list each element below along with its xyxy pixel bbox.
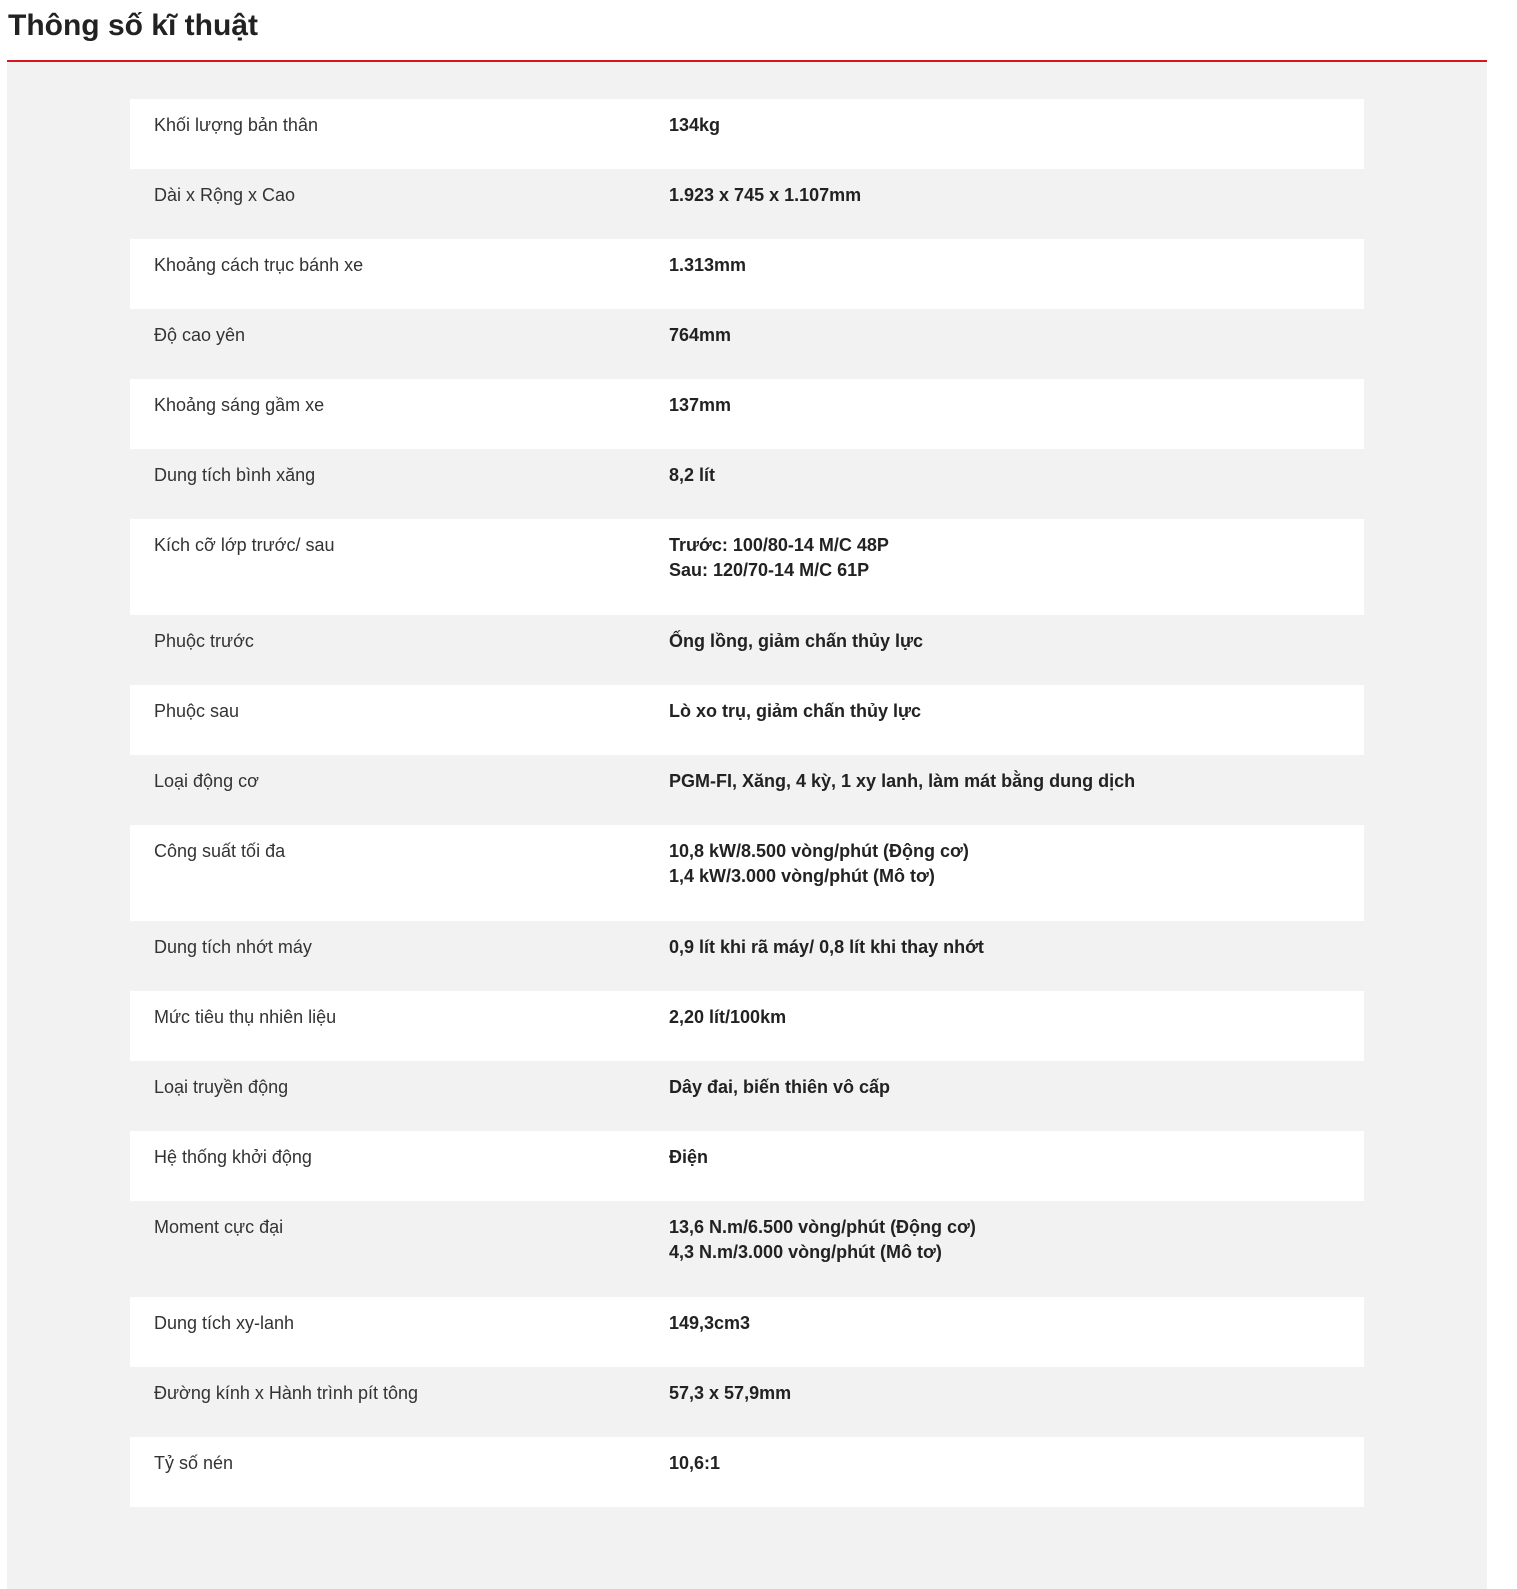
spec-label: Tỷ số nén — [154, 1453, 234, 1473]
spec-row — [130, 1131, 1364, 1201]
spec-label: Đường kính x Hành trình pít tông — [154, 1383, 418, 1403]
specs-panel — [7, 62, 1487, 1589]
spec-row — [130, 449, 1364, 519]
spec-value — [669, 839, 1364, 921]
spec-row — [130, 169, 1364, 239]
spec-label: Phuộc sau — [154, 701, 240, 721]
spec-value — [669, 1005, 1364, 1061]
spec-value — [669, 393, 1364, 449]
spec-value-line: 134kg — [669, 115, 721, 135]
spec-label: Loại truyền động — [154, 1077, 289, 1097]
spec-label: Dung tích nhớt máy — [154, 937, 312, 957]
spec-value-line: 8,2 lít — [669, 465, 716, 485]
spec-row — [130, 1061, 1364, 1131]
spec-value-line: 764mm — [669, 325, 732, 345]
spec-value-line: 4,3 N.m/3.000 vòng/phút (Mô tơ) — [669, 1242, 942, 1262]
spec-value-line: Dây đai, biến thiên vô cấp — [669, 1077, 891, 1097]
spec-row — [130, 1367, 1364, 1437]
spec-value-line: Điện — [669, 1147, 709, 1167]
spec-value-line: 137mm — [669, 395, 732, 415]
spec-label: Khối lượng bản thân — [154, 115, 318, 135]
spec-value-line: 57,3 x 57,9mm — [669, 1383, 792, 1403]
spec-label: Dài x Rộng x Cao — [154, 185, 296, 205]
spec-label: Khoảng cách trục bánh xe — [154, 255, 364, 275]
spec-label: Kích cỡ lớp trước/ sau — [154, 535, 335, 555]
spec-row — [130, 309, 1364, 379]
spec-row — [130, 1201, 1364, 1297]
spec-row — [130, 615, 1364, 685]
spec-value — [669, 253, 1364, 309]
spec-row — [130, 991, 1364, 1061]
spec-label: Độ cao yên — [154, 325, 246, 345]
spec-label: Phuộc trước — [154, 631, 254, 651]
spec-row — [130, 1437, 1364, 1507]
spec-label: Mức tiêu thụ nhiên liệu — [154, 1007, 337, 1027]
spec-row — [130, 379, 1364, 449]
spec-row — [130, 1297, 1364, 1367]
spec-label: Hệ thống khởi động — [154, 1147, 312, 1167]
spec-value-line: 13,6 N.m/6.500 vòng/phút (Động cơ) — [669, 1217, 976, 1237]
spec-value — [669, 1215, 1364, 1297]
specs-table — [130, 99, 1364, 1507]
spec-value-line: 1.313mm — [669, 255, 747, 275]
spec-value-line: PGM-FI, Xăng, 4 kỳ, 1 xy lanh, làm mát bằng dung dịch — [669, 771, 1136, 791]
spec-value-line: 1.923 x 745 x 1.107mm — [669, 185, 862, 205]
spec-label: Khoảng sáng gầm xe — [154, 395, 325, 415]
spec-value-line: Lò xo trụ, giảm chấn thủy lực — [669, 701, 922, 721]
spec-row — [130, 239, 1364, 309]
spec-value-line: Sau: 120/70-14 M/C 61P — [669, 560, 870, 580]
spec-row — [130, 519, 1364, 615]
spec-row — [130, 921, 1364, 991]
spec-value — [669, 323, 1364, 379]
spec-row — [130, 755, 1364, 825]
spec-value — [669, 1145, 1364, 1201]
spec-row — [130, 685, 1364, 755]
spec-value — [669, 463, 1364, 519]
spec-row — [130, 825, 1364, 921]
spec-label: Dung tích bình xăng — [154, 465, 316, 485]
spec-value-line: Ống lồng, giảm chấn thủy lực — [669, 631, 924, 651]
spec-value — [669, 935, 1364, 991]
spec-value — [669, 629, 1364, 685]
spec-value — [669, 1075, 1364, 1131]
spec-value — [669, 183, 1364, 239]
spec-value — [669, 113, 1364, 169]
spec-value-line: 1,4 kW/3.000 vòng/phút (Mô tơ) — [669, 866, 935, 886]
spec-value — [669, 1311, 1364, 1367]
spec-row — [130, 99, 1364, 169]
section-title: Thông số kĩ thuật — [8, 9, 258, 42]
spec-value-line: 10,8 kW/8.500 vòng/phút (Động cơ) — [669, 841, 969, 861]
spec-label: Công suất tối đa — [154, 841, 286, 861]
spec-value — [669, 1451, 1364, 1507]
spec-value-line: 2,20 lít/100km — [669, 1007, 787, 1027]
spec-value-line: Trước: 100/80-14 M/C 48P — [669, 535, 889, 555]
spec-value-line: 0,9 lít khi rã máy/ 0,8 lít khi thay nhớt — [669, 937, 984, 957]
spec-label: Moment cực đại — [154, 1217, 284, 1237]
spec-value — [669, 533, 1364, 615]
spec-value — [669, 1381, 1364, 1437]
spec-value-line: 10,6:1 — [669, 1453, 721, 1473]
spec-label: Loại động cơ — [154, 771, 259, 791]
spec-value-line: 149,3cm3 — [669, 1313, 751, 1333]
spec-value — [669, 769, 1364, 825]
spec-value — [669, 699, 1364, 755]
spec-label: Dung tích xy-lanh — [154, 1313, 295, 1333]
